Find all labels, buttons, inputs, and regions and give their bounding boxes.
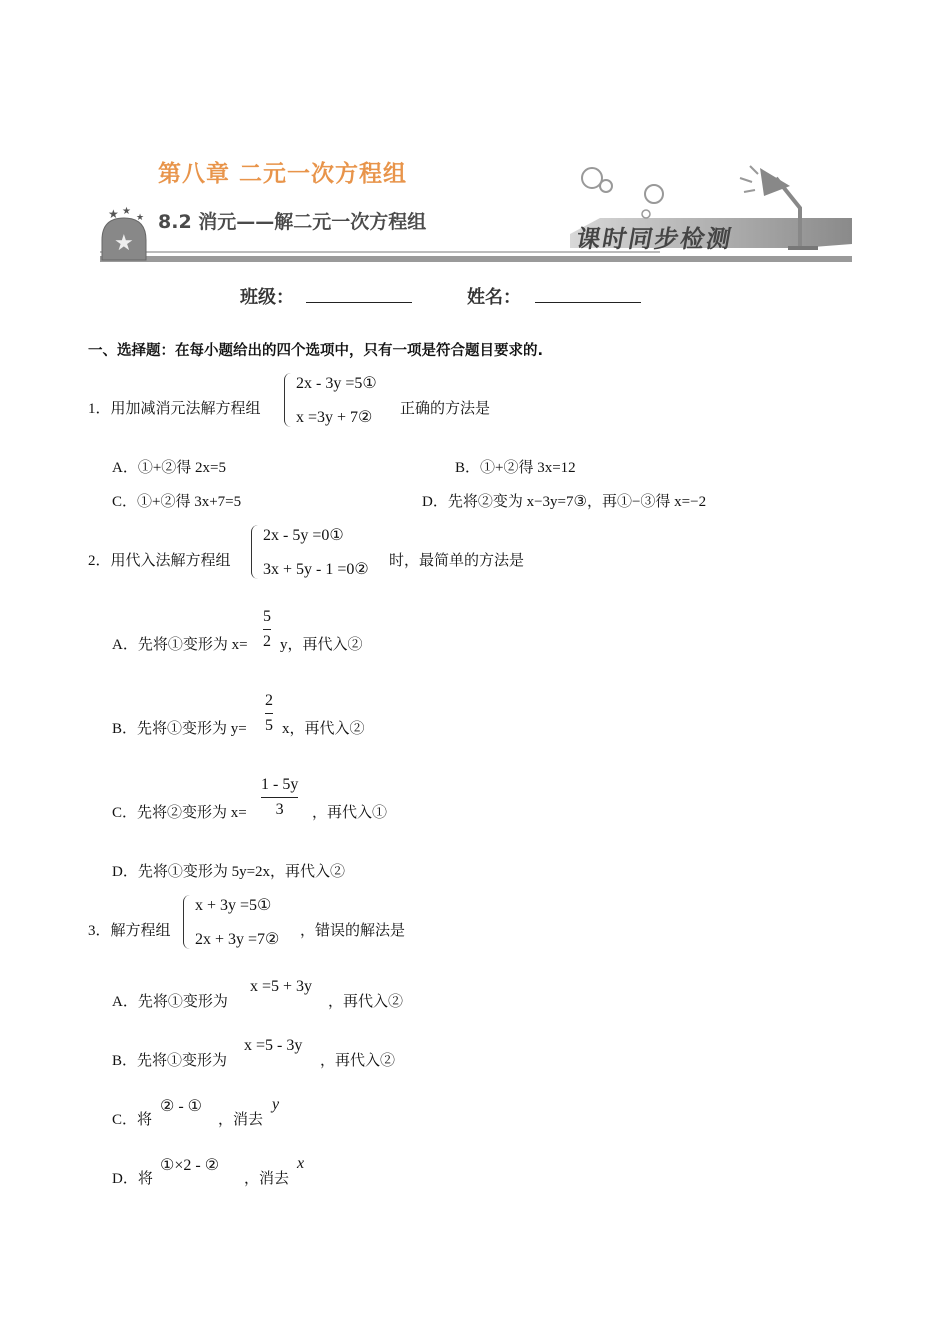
q3-d-math: ①×2 - ②: [160, 1157, 220, 1174]
q1-option-c[interactable]: C．①+②得 3x+7=5: [112, 494, 242, 510]
q3-c-post: ，消去: [218, 1112, 264, 1128]
q2-suffix: 时，最简单的方法是: [389, 553, 525, 569]
chapter-title: 第八章 二元一次方程组: [158, 161, 408, 187]
q3-suffix: ，错误的解法是: [300, 923, 406, 939]
q1-option-a[interactable]: A．①+②得 2x=5: [112, 460, 227, 476]
q2-a-num: 5: [263, 608, 271, 625]
q3-option-c[interactable]: C．将: [112, 1112, 153, 1128]
q2-c-num: 1 - 5y: [261, 776, 299, 793]
q2-b-text: B．先将①变形为 y=: [112, 721, 247, 737]
q2-b-num: 2: [265, 692, 273, 709]
q2-b-post: x，再代入②: [282, 721, 365, 737]
q1-prefix: 1．用加减消元法解方程组: [88, 401, 261, 417]
q1-option-d[interactable]: D．先将②变为 x−3y=7③，再①−③得 x=−2: [422, 494, 707, 510]
q2-option-c[interactable]: [112, 801, 247, 822]
svg-text:★: ★: [122, 206, 131, 217]
q3-c-var: y: [272, 1096, 280, 1113]
q3-a-post: ，再代入②: [328, 994, 404, 1010]
q3-a-math: x =5 + 3y: [250, 978, 313, 995]
name-field[interactable]: [535, 284, 641, 303]
q2-option-d[interactable]: D．先将①变形为 5y=2x，再代入②: [112, 864, 346, 880]
q1-eq1: 2x - 3y =5①: [296, 375, 377, 392]
q3-eq1: x + 3y =5①: [195, 897, 272, 914]
badge-text: 课时同步检测: [574, 224, 736, 253]
q2-prefix: 2．用代入法解方程组: [88, 553, 231, 569]
q2-eq1: 2x - 5y =0①: [263, 527, 344, 544]
q2-a-post: y，再代入②: [280, 637, 363, 653]
class-field[interactable]: [306, 284, 412, 303]
svg-text:★: ★: [114, 231, 134, 256]
q2-option-a[interactable]: [112, 633, 248, 654]
q1-eq2: x =3y + 7②: [296, 409, 373, 426]
q2-a-text: A．先将①变形为 x=: [112, 637, 248, 653]
q1-suffix: 正确的方法是: [400, 401, 491, 417]
q2-eq2: 3x + 5y - 1 =0②: [263, 561, 369, 578]
section-heading: 一、选择题：在每小题给出的四个选项中，只有一项是符合题目要求的.: [88, 343, 544, 359]
name-label: 姓名：: [467, 287, 521, 308]
q2-c-fraction: [261, 776, 298, 819]
svg-text:★: ★: [136, 213, 145, 223]
q3-system: [183, 895, 279, 949]
q2-b-den: 5: [265, 717, 273, 734]
q3-c-math: ② - ①: [160, 1098, 203, 1115]
q3-option-b[interactable]: B．先将①变形为: [112, 1053, 228, 1069]
q2-c-post: ，再代入①: [312, 805, 388, 821]
section-title: 8.2 消元——解二元一次方程组: [158, 211, 427, 233]
q3-eq2: 2x + 3y =7②: [195, 931, 280, 948]
q2-system: [251, 525, 369, 579]
q2-c-den: 3: [275, 801, 284, 818]
q3-b-math: x =5 - 3y: [244, 1037, 303, 1054]
q2-option-b[interactable]: [112, 717, 247, 738]
q3-option-a[interactable]: A．先将①变形为: [112, 994, 228, 1010]
class-label: 班级：: [240, 287, 294, 308]
q3-d-var: x: [297, 1155, 305, 1172]
q2-a-den: 2: [263, 633, 271, 650]
q1-system: [284, 373, 377, 427]
q2-b-fraction: [265, 692, 273, 735]
svg-text:★: ★: [108, 207, 119, 221]
q3-d-post: ，消去: [244, 1171, 290, 1187]
q3-prefix: 3．解方程组: [88, 923, 171, 939]
q3-b-post: ，再代入②: [320, 1053, 396, 1069]
q2-a-fraction: [263, 608, 271, 651]
q1-option-b[interactable]: B．①+②得 3x=12: [455, 460, 576, 476]
q3-option-d[interactable]: D．将: [112, 1171, 153, 1187]
q2-c-text: C．先将②变形为 x=: [112, 805, 247, 821]
